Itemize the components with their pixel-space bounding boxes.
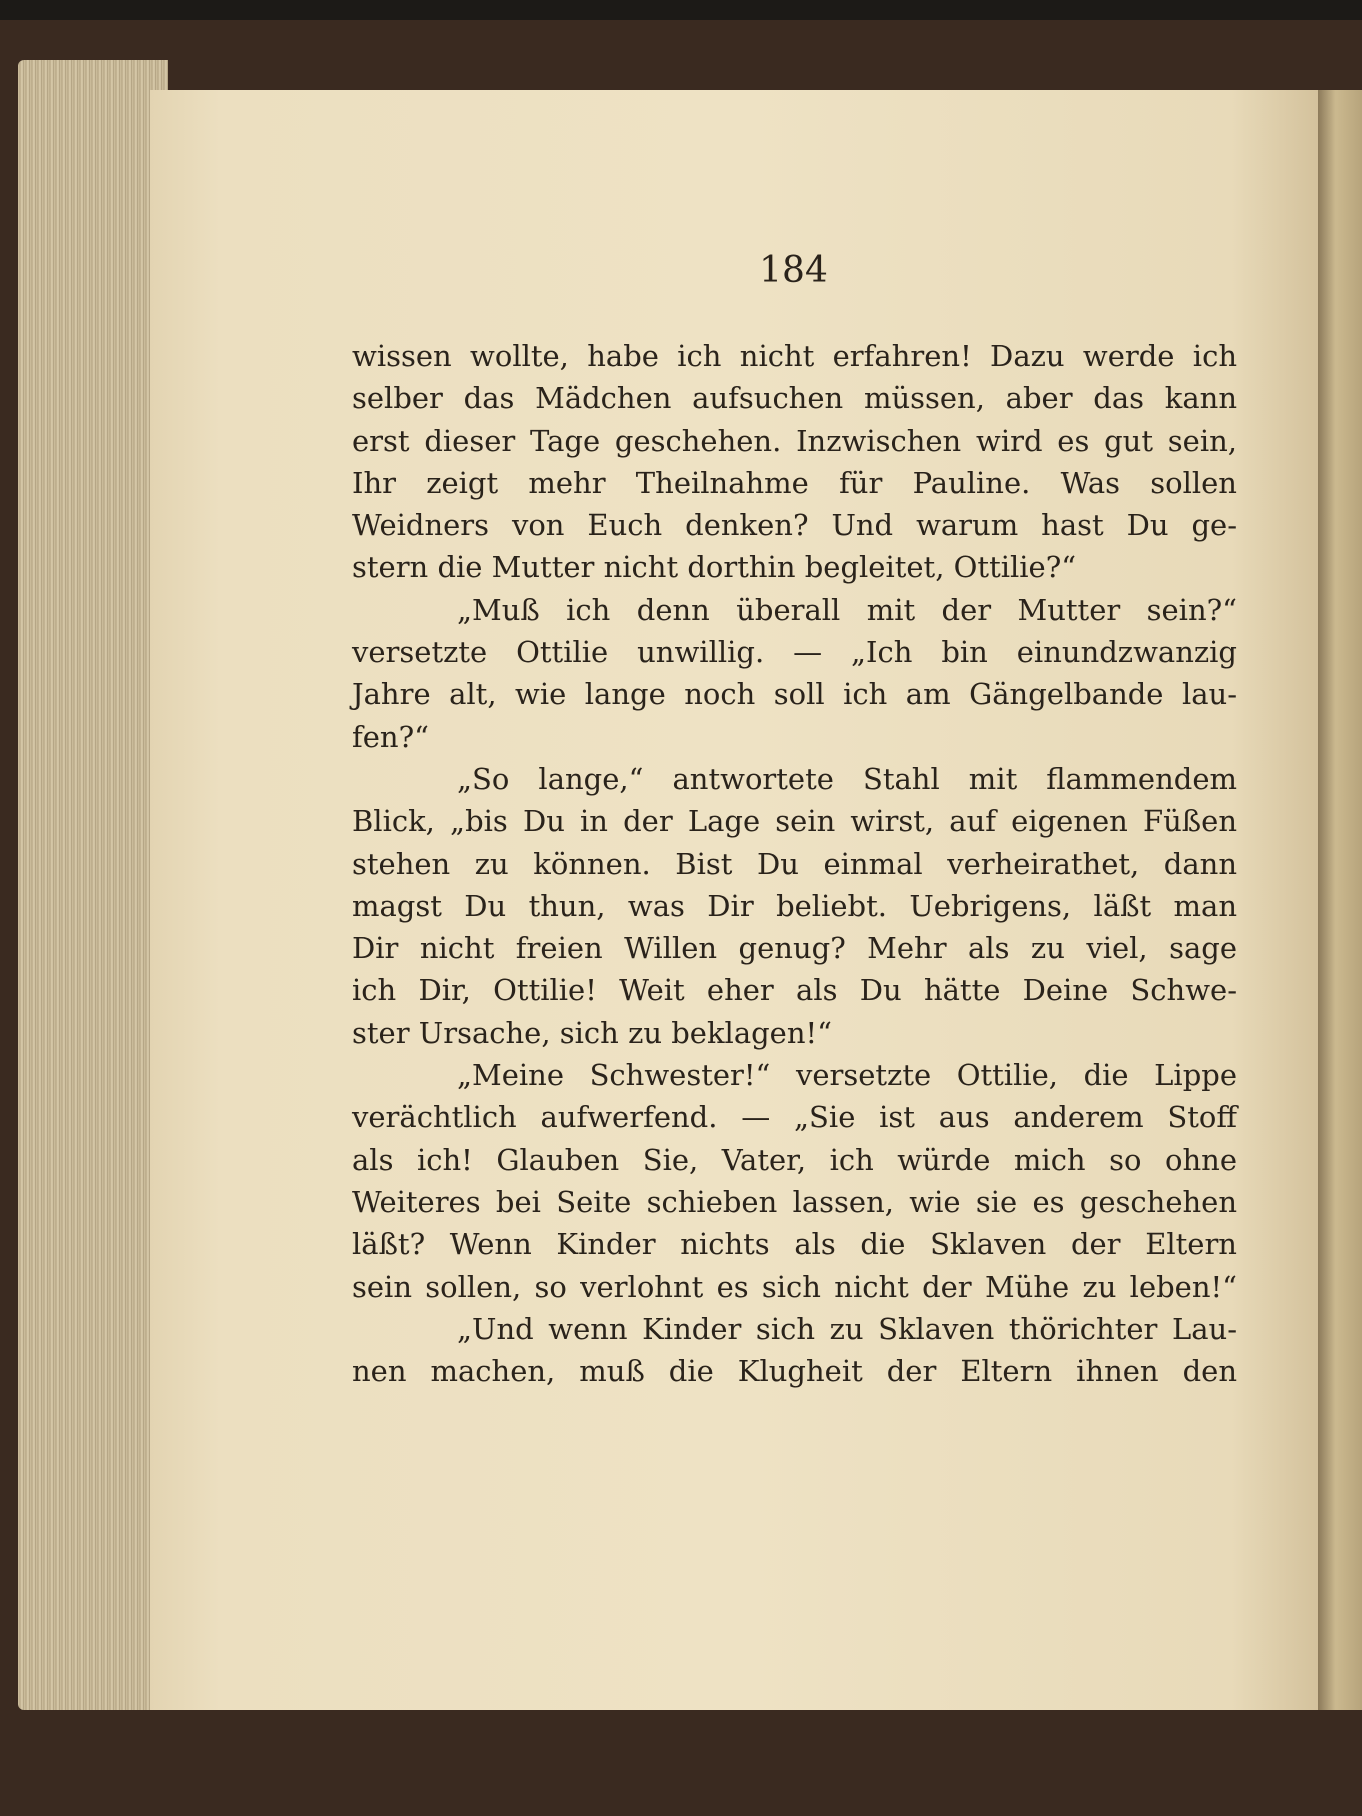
text-line: ich Dir, Ottilie! Weit eher als Du hätte Deine Schwe- — [352, 973, 1237, 1008]
book-gutter — [1318, 90, 1362, 1710]
text-line: „Meine Schwester!“ versetzte Ottilie, die Lippe — [457, 1058, 1237, 1093]
text-line: selber das Mädchen aufsuchen müssen, aber das kann — [352, 381, 1237, 416]
text-line: „So lange,“ antwortete Stahl mit flammendem — [457, 761, 1237, 796]
text-line: verächtlich aufwerfend. — „Sie ist aus anderem Stoff — [352, 1100, 1237, 1135]
text-line: Ihr zeigt mehr Theilnahme für Pauline. Was sollen — [352, 465, 1237, 500]
text-line: stehen zu können. Bist Du einmal verheirathet, dann — [352, 846, 1237, 881]
text-line: Weidners von Euch denken? Und warum hast Du ge- — [352, 508, 1237, 543]
text-line: „Muß ich denn überall mit der Mutter sein?“ — [457, 592, 1237, 627]
text-line: fen?“ — [352, 719, 429, 754]
text-line: Jahre alt, wie lange noch soll ich am Gängelbande lau- — [352, 677, 1237, 712]
page-number: 184 — [759, 250, 828, 291]
text-line: „Und wenn Kinder sich zu Sklaven thörichter Lau- — [457, 1311, 1237, 1346]
text-line: sein sollen, so verlohnt es sich nicht der Mühe zu leben!“ — [352, 1269, 1237, 1304]
text-line: Weiteres bei Seite schieben lassen, wie sie es geschehen — [352, 1184, 1237, 1219]
text-line: erst dieser Tage geschehen. Inzwischen wird es gut sein, — [352, 423, 1237, 458]
text-line: wissen wollte, habe ich nicht erfahren! Dazu werde ich — [352, 339, 1237, 373]
text-line: Dir nicht freien Willen genug? Mehr als zu viel, sage — [352, 931, 1237, 966]
text-line: versetzte Ottilie unwillig. — „Ich bin einundzwanzig — [352, 635, 1237, 670]
text-line: magst Du thun, was Dir beliebt. Uebrigens, läßt man — [352, 888, 1237, 923]
text-line: ster Ursache, sich zu beklagen!“ — [352, 1015, 832, 1050]
text-line: als ich! Glauben Sie, Vater, ich würde mich so ohne — [352, 1142, 1237, 1177]
text-line: stern die Mutter nicht dorthin begleitet, Ottilie?“ — [352, 550, 1077, 585]
body-text — [352, 335, 1237, 1392]
page-edges — [18, 60, 168, 1710]
text-line: läßt? Wenn Kinder nichts als die Sklaven der Eltern — [352, 1227, 1237, 1262]
text-line: Blick, „bis Du in der Lage sein wirst, auf eigenen Füßen — [352, 804, 1237, 839]
text-line: nen machen, muß die Klugheit der Eltern ihnen den — [352, 1354, 1237, 1389]
